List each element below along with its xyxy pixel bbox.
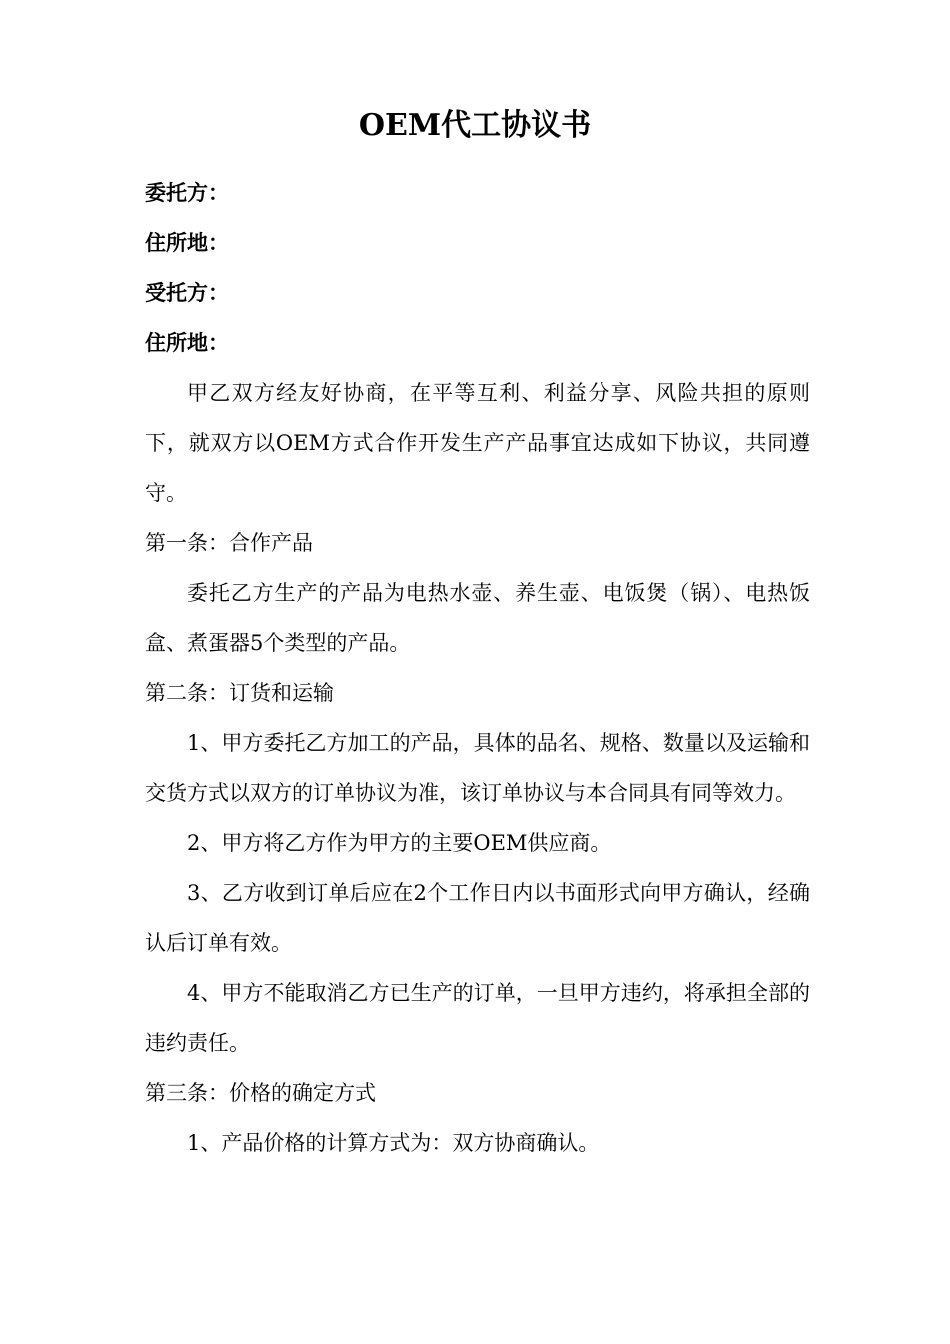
client-party-label: 委托方： (145, 180, 229, 205)
article-1-paragraph: 委托乙方生产的产品为电热水壶、养生壶、电饭煲（锅）、电热饭盒、煮蛋器5个类型的产品。 (145, 581, 810, 655)
article-2-heading: 第二条：订货和运输 (145, 681, 334, 705)
article-2-clause-3: 3、乙方收到订单后应在2个工作日内以书面形式向甲方确认，经确认后订单有效。 (145, 881, 810, 955)
article-2-clause-1: 1、甲方委托乙方加工的产品，具体的品名、规格、数量以及运输和交货方式以双方的订单协议为准，该订单协议与本合同具有同等效力。 (145, 731, 810, 805)
contractor-address-label: 住所地： (145, 330, 229, 355)
contractor-party-label: 受托方： (145, 280, 229, 305)
document-body (145, 168, 810, 1168)
document-title: OEM代工协议书 (358, 108, 592, 143)
intro-paragraph: 甲乙双方经友好协商，在平等互利、利益分享、风险共担的原则下，就双方以OEM方式合作开发生产产品事宜达成如下协议，共同遵守。 (145, 381, 810, 505)
article-1-heading: 第一条：合作产品 (145, 531, 313, 555)
article-3-heading: 第三条：价格的确定方式 (145, 1081, 376, 1105)
client-address-label: 住所地： (145, 230, 229, 255)
article-2-clause-2: 2、甲方将乙方作为甲方的主要OEM供应商。 (187, 831, 612, 855)
article-3-clause-1: 1、产品价格的计算方式为：双方协商确认。 (187, 1131, 600, 1155)
article-2-clause-4: 4、甲方不能取消乙方已生产的订单，一旦甲方违约，将承担全部的违约责任。 (145, 981, 810, 1055)
